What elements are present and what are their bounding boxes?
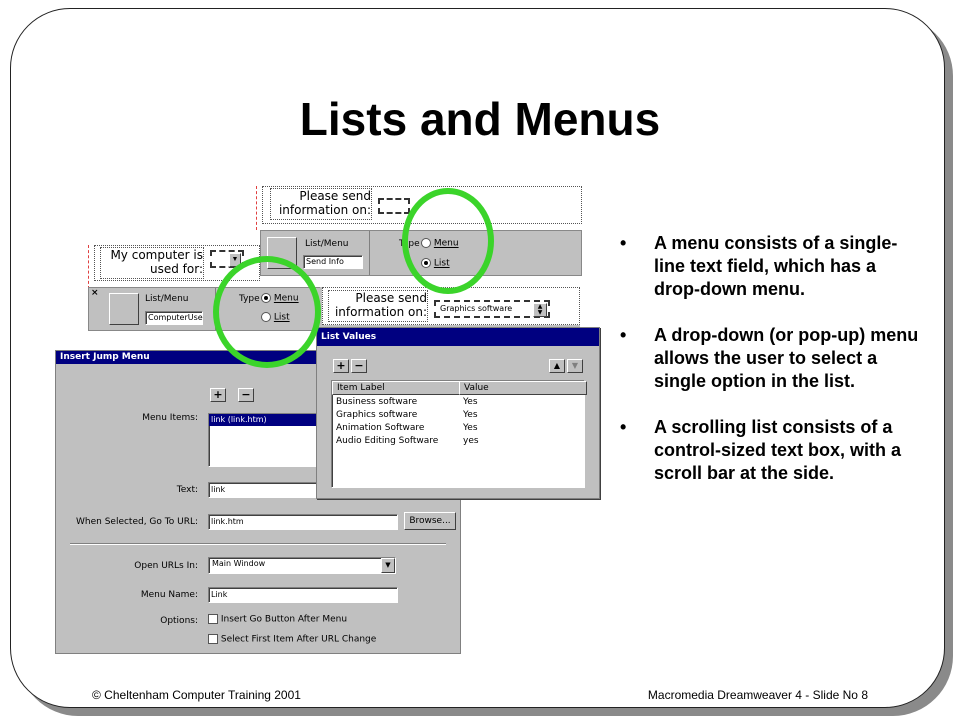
remove-item-button[interactable]: − (238, 388, 254, 402)
top-prop-type-label: List/Menu (305, 239, 349, 249)
browse-button[interactable]: Browse... (404, 512, 456, 530)
row-value: Yes (463, 423, 478, 433)
goto-url-label: When Selected, Go To URL: (75, 517, 198, 527)
slide-title: Lists and Menus (299, 93, 661, 145)
option2-label: Select First Item After URL Change (220, 634, 377, 645)
right-form-label-line2: information on: (334, 305, 427, 319)
text-field[interactable]: link (208, 482, 322, 498)
table-row[interactable] (336, 410, 580, 422)
checkbox-icon (208, 614, 218, 624)
dialog-separator (70, 543, 446, 545)
row-value: Yes (463, 410, 478, 420)
menu-items-label: Menu Items: (142, 413, 198, 423)
top-form-label-line1: Please send (299, 189, 371, 203)
option-insert-go-button[interactable] (208, 614, 347, 625)
bullet-list (620, 232, 920, 485)
table-row[interactable] (336, 423, 580, 435)
bullet-text: A drop-down (or pop-up) menu allows the user to select a single option in the list. (654, 325, 919, 391)
option1-label: Insert Go Button After Menu (220, 614, 348, 625)
scroll-arrows-icon: ▲ ▼ (533, 303, 547, 317)
options-label: Options: (160, 616, 198, 626)
option-select-first-item[interactable] (208, 634, 376, 645)
add-item-button[interactable]: + (210, 388, 226, 402)
open-in-label: Open URLs In: (134, 561, 198, 571)
middle-form-label-line1: My computer is (110, 248, 203, 262)
top-form-guide-line (256, 186, 257, 230)
chevron-down-icon: ▼ (229, 253, 241, 267)
top-form-label-line2: information on: (278, 203, 371, 217)
row-label: Graphics software (336, 410, 418, 420)
bullet-item (620, 232, 920, 301)
remove-value-button[interactable]: − (351, 359, 367, 373)
col-header-value[interactable]: Value (459, 381, 587, 395)
goto-url-field[interactable]: link.htm (208, 514, 398, 530)
right-form-label-line1: Please send (355, 291, 427, 305)
open-in-select[interactable] (208, 557, 396, 574)
text-label: Text: (176, 485, 198, 495)
menu-items-selected[interactable]: link (link.htm) (209, 414, 319, 426)
row-value: Yes (463, 397, 478, 407)
top-prop-divider (369, 231, 370, 275)
list-values-table[interactable] (331, 380, 585, 488)
chevron-down-icon: ▼ (381, 558, 395, 573)
move-up-button[interactable]: ▲ (549, 359, 565, 373)
bullet-text: A menu consists of a single-line text field, which has a drop-down menu. (654, 233, 898, 299)
footer-left: © Cheltenham Computer Training 2001 (92, 688, 301, 702)
footer-right: Macromedia Dreamweaver 4 - Slide No 8 (647, 688, 868, 702)
bullet-item (620, 416, 920, 485)
top-form-label-cell (270, 188, 372, 220)
bullet-dot: • (620, 417, 627, 437)
row-label: Audio Editing Software (336, 436, 439, 446)
bullet-dot: • (620, 325, 627, 345)
top-type-label: Type (399, 239, 420, 249)
middle-prop-type-label: List/Menu (145, 294, 189, 304)
right-form-select[interactable] (434, 300, 550, 318)
row-label: Business software (336, 397, 418, 407)
top-form-menu-placeholder[interactable] (378, 198, 410, 214)
col-header-item-label[interactable]: Item Label (332, 381, 460, 395)
highlight-ring-middle (213, 256, 321, 368)
checkbox-icon (208, 634, 218, 644)
move-down-button[interactable]: ▼ (567, 359, 583, 373)
top-radio-menu-label: Menu (433, 238, 459, 249)
top-prop-name-field[interactable]: Send Info (303, 255, 363, 269)
right-form-label-cell (328, 290, 428, 322)
list-values-titlebar (317, 328, 599, 346)
list-values-dialog (316, 327, 600, 499)
bullet-dot: • (620, 233, 627, 253)
row-label: Animation Software (336, 423, 425, 433)
middle-type-label: Type (239, 294, 260, 304)
menu-name-field[interactable]: Link (208, 587, 398, 603)
top-radio-list-label: List (433, 258, 450, 269)
list-values-title: List Values (321, 332, 377, 342)
add-value-button[interactable]: + (333, 359, 349, 373)
list-menu-icon (109, 293, 139, 325)
jump-menu-title: Insert Jump Menu (60, 352, 150, 362)
menu-name-label: Menu Name: (140, 590, 198, 600)
menu-items-list[interactable] (208, 413, 320, 467)
table-row[interactable] (336, 397, 580, 409)
middle-form-label-cell (100, 247, 204, 279)
right-form-select-value: Graphics software (440, 304, 513, 313)
close-icon[interactable]: × (91, 288, 99, 298)
bullet-text: A scrolling list consists of a control-sized text box, with a scroll bar at the side. (654, 417, 902, 483)
middle-form-guide-line (88, 245, 89, 289)
open-in-value: Main Window (212, 559, 266, 568)
middle-prop-name-field[interactable]: ComputerUse (145, 311, 203, 325)
middle-radio-menu-label: Menu (273, 293, 299, 304)
highlight-ring-top (402, 188, 494, 294)
row-value: yes (463, 436, 479, 446)
table-row[interactable] (336, 436, 580, 448)
middle-form-label-line2: used for: (149, 262, 203, 276)
bullet-item (620, 324, 920, 393)
middle-radio-list-label: List (273, 312, 290, 323)
